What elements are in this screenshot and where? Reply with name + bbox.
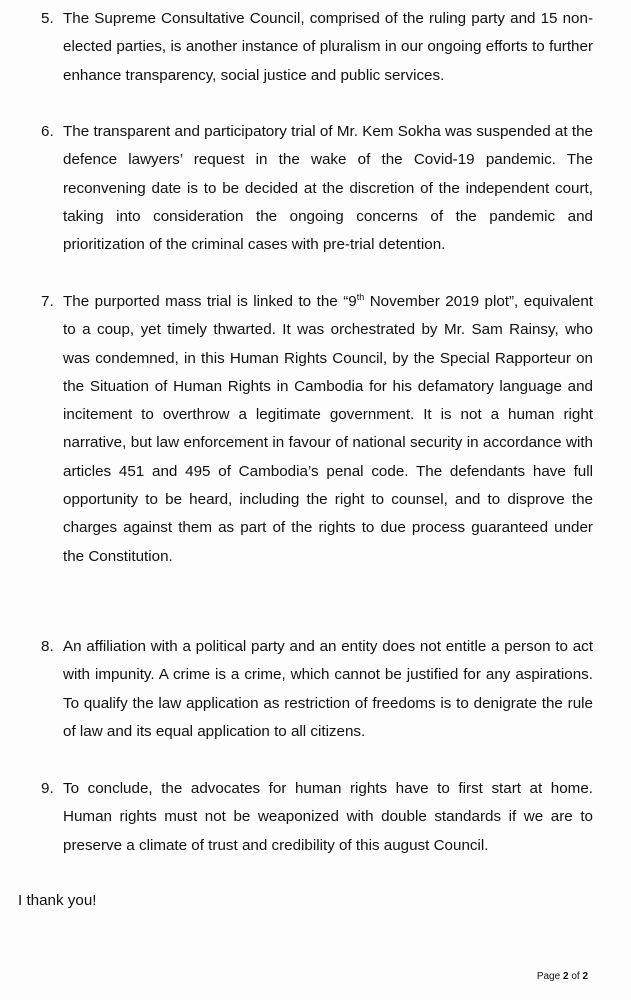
current-page: 2: [562, 971, 569, 982]
of-label: of: [571, 971, 580, 982]
item-text: An affiliation with a political party and an entity does not entitle a person to act with impunity. A crime is a crime, which cannot be justified for any aspirations. To qualify the law application as restriction of freedoms is to denigrate the rule of law and its equal application to all citizens.: [63, 638, 593, 740]
item-text: The transparent and participatory trial of Mr. Kem Sokha was suspended at the defence lawyers’ request in the wake of the Covid-19 pandemic. The reconvening date is to be decided at the discretion of the independent court, taking into consideration the ongoing concerns of the pandemic and prioritization of the criminal cases with pre-trial detention.: [63, 123, 593, 254]
list-item-5: [41, 5, 593, 90]
list-item-8: [41, 633, 593, 746]
item-text-before: The purported mass trial is linked to the “9: [63, 293, 357, 310]
closing-text: I thank you!: [18, 892, 97, 909]
item-number: 8.: [41, 638, 54, 655]
list-item-7: [41, 288, 593, 571]
page-footer: [537, 970, 588, 984]
total-pages: 2: [582, 971, 588, 982]
item-text: The Supreme Consultative Council, comprised of the ruling party and 15 non-elected parties, is another instance of pluralism in our ongoing efforts to further enhance transparency, social justice and public services.: [63, 10, 593, 84]
list-item-6: [41, 118, 593, 259]
item-text-after: November 2019 plot”, equivalent to a coup, yet timely thwarted. It was orchestrated by Mr. Sam Rainsy, who was condemned, in this Human Rights Council, by the Special Rapporteur on the Situation of Human Rights in Cambodia for his defamatory language and incitement to overthrow a legitimate government. It is not a human right narrative, but law enforcement in favour of national security in accordance with articles 451 and 495 of Cambodia’s penal code. The defendants have full opportunity to be heard, including the right to counsel, and to disprove the charges against them as part of the rights to due process guaranteed under the Constitution.: [63, 293, 593, 565]
item-number: 5.: [41, 10, 54, 27]
item-text: To conclude, the advocates for human rights have to first start at home. Human rights must not be weaponized with double standards if we are to preserve a climate of trust and credibility of this august Council.: [63, 780, 593, 854]
item-number: 6.: [41, 123, 54, 140]
item-text: [63, 288, 593, 571]
page-label: Page: [536, 971, 561, 982]
item-number: 9.: [41, 780, 54, 797]
item-number: 7.: [41, 293, 54, 310]
list-item-9: [41, 775, 593, 860]
superscript: th: [356, 291, 365, 302]
